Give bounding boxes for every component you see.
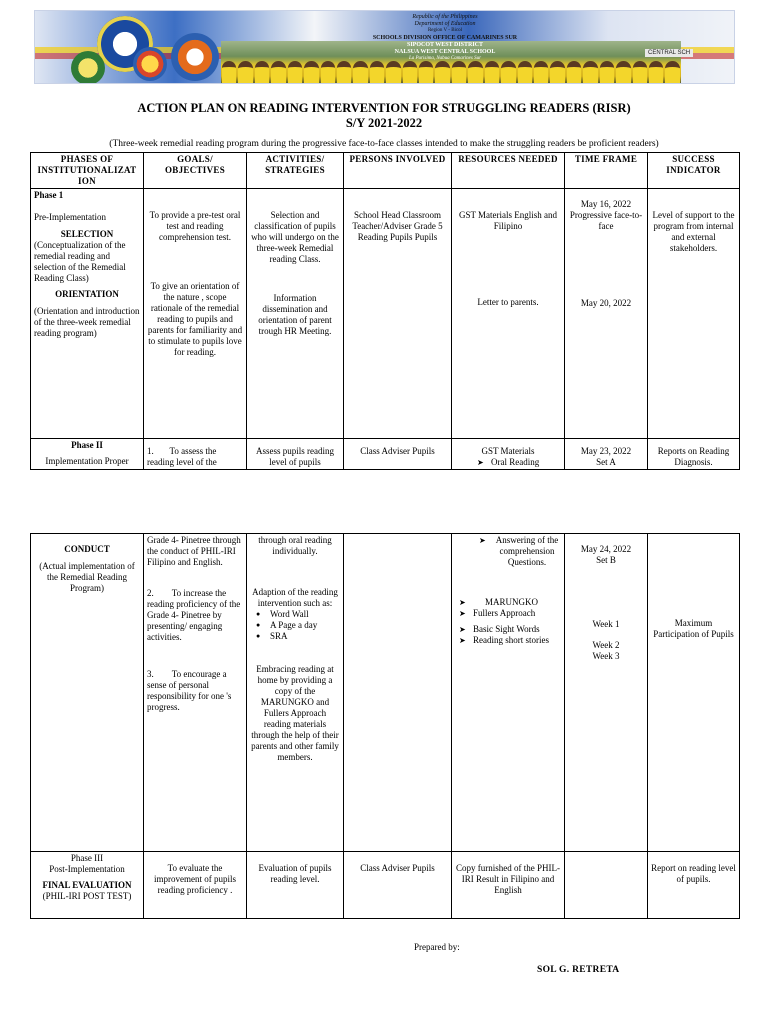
header-banner (34, 10, 735, 84)
activity-item-sra: ● SRA (256, 631, 340, 642)
goal-3-number: 3. (147, 669, 154, 679)
banner-line-3: Region V - Bicol (427, 28, 463, 33)
activity-1-continued: through oral reading individually. (258, 535, 332, 556)
header-goals: GOALS/ OBJECTIVES (144, 153, 247, 189)
phase-1-time-1-mode: Progressive face-to-face (569, 210, 643, 231)
phase-3-goal: To evaluate the improvement of pupils reading proficiency . (154, 863, 236, 895)
table-row-phase-3 (31, 852, 740, 919)
final-evaluation-description: (PHIL-IRI POST TEST) (42, 891, 132, 901)
banner-line-6: NALSUA WEST CENTRAL SCHOOL (394, 49, 496, 55)
table-row-conduct (31, 534, 740, 852)
table-row-phase-2 (31, 439, 740, 470)
conduct-time-set: Set B (596, 555, 616, 565)
district-seal-icon (71, 51, 105, 84)
goal-1-continued: Grade 4- Pinetree through the conduct of PHIL-IRI Filipino and English. (147, 535, 241, 567)
banner-line-2: Department of Education (414, 21, 476, 27)
banner-line-5: SIPOCOT WEST DISTRICT (406, 42, 484, 48)
phase-1-resource-1: GST Materials English and Filipino (458, 210, 558, 231)
document-title: ACTION PLAN ON READING INTERVENTION FOR STRUGGLING READERS (RISR) (137, 101, 631, 115)
banner-school-sign: CENTRAL SCH (645, 49, 693, 57)
phase-1-activity-2: Information dissemination and orientation of parent trough HR Meeting. (258, 293, 332, 336)
week-2: Week 2 (592, 640, 620, 650)
phase-2-persons: Class Adviser Pupils (360, 446, 435, 456)
week-1: Week 1 (592, 619, 620, 629)
program-note: (Three-week remedial reading program during the progressive face-to-face classes intended to make the struggling readers be proficient readers) (109, 139, 659, 149)
selection-heading: SELECTION (60, 229, 114, 239)
action-plan-table-part-2 (30, 533, 740, 919)
header-resources: RESOURCES NEEDED (452, 153, 565, 189)
phase-1-activity-1: Selection and classification of pupils who will undergo on the three-week Remedial reading Class. (251, 210, 339, 264)
phase-1-time-1: May 16, 2022 (580, 199, 632, 209)
conduct-description: (Actual implementation of the Remedial Reading Program) (39, 561, 135, 593)
orientation-description: (Orientation and introduction of the three-week remedial reading program) (34, 306, 140, 338)
header-time-frame: TIME FRAME (565, 153, 648, 189)
activity-item-word-wall: ● Word Wall (256, 609, 340, 620)
table-row-phase-1 (31, 189, 740, 439)
school-seal-icon (133, 47, 167, 81)
phase-1-success: Level of support to the program from internal and external stakeholders. (652, 210, 735, 253)
banner-line-1: Republic of the Philippines (412, 14, 478, 20)
conduct-success: Maximum Participation of Pupils (653, 618, 734, 639)
resource-basic-sight-words: ➤ Basic Sight Words (455, 624, 561, 635)
resource-fullers-approach: ➤ Fullers Approach (455, 608, 561, 619)
banner-crowd (221, 61, 681, 84)
phase-1-goal-2: To give an orientation of the nature , scope rationale of the remedial reading to pupils and parents for familiarity and to stimulate to pupils love for reading. (147, 281, 243, 357)
activity-2-intro: Adaption of the reading intervention such as: (252, 587, 338, 608)
goal-2-number: 2. (147, 588, 154, 598)
goal-3: To encourage a sense of personal responsibility for one 's progress. (147, 669, 232, 712)
selection-description: (Conceptualization of the remedial reading and selection of the Remedial Reading Class) (34, 240, 126, 283)
phase-3-success: Report on reading level of pupils. (651, 863, 736, 884)
program-seal-icon (171, 33, 219, 81)
final-evaluation-heading: FINAL EVALUATION (42, 880, 132, 890)
phase-3-resource: Copy furnished of the PHIL-IRI Result in Filipino and English (456, 863, 560, 895)
phase-2-success: Reports on Reading Diagnosis. (657, 446, 730, 467)
post-implementation-label: Post-Implementation (49, 864, 125, 874)
header-persons: PERSONS INVOLVED (344, 153, 452, 189)
signer-name: SOL G. RETRETA (537, 965, 620, 975)
phase-2-resource-item: ➤ Oral Reading (473, 457, 561, 468)
resource-marungko: ➤ MARUNGKO (455, 597, 561, 608)
week-3: Week 3 (592, 651, 620, 661)
phase-1-resource-2: Letter to parents. (477, 297, 539, 307)
phase-2-time-set: Set A (596, 457, 616, 467)
conduct-time-date: May 24, 2022 (580, 544, 632, 554)
phase-2-activity: Assess pupils reading level of pupils (256, 446, 334, 467)
banner-line-4: SCHOOLS DIVISION OFFICE OF CAMARINES SUR (372, 35, 518, 41)
header-success: SUCCESS INDICATOR (648, 153, 740, 189)
phase-2-label: Phase II (71, 440, 103, 450)
resource-reading-short-stories: ➤ Reading short stories (455, 635, 561, 646)
pre-implementation-label: Pre-Implementation (34, 212, 106, 222)
phase-1-goal-1: To provide a pre-test oral test and reading comprehension test. (149, 210, 241, 242)
table-header-row (31, 153, 740, 189)
phase-1-label: Phase 1 (34, 190, 64, 200)
header-activities: ACTIVITIES/ STRATEGIES (247, 153, 344, 189)
orientation-heading: ORIENTATION (55, 289, 119, 299)
prepared-by-label: Prepared by: (414, 942, 460, 952)
conduct-heading: CONDUCT (64, 544, 110, 554)
header-phases: PHASES OF INSTITUTIONALIZAT ION (31, 153, 144, 189)
phase-1-persons: School Head Classroom Teacher/Adviser Grade 5 Reading Pupils Pupils (352, 210, 443, 242)
phase-2-goal-1-number: 1. (147, 446, 154, 456)
phase-3-activity: Evaluation of pupils reading level. (258, 863, 332, 884)
phase-2-goal-1: To assess the reading level of the (147, 446, 217, 467)
goal-2: To increase the reading proficiency of the Grade 4- Pinetree by presenting/ engaging activities. (147, 588, 241, 642)
implementation-label: Implementation Proper (45, 456, 129, 466)
school-year: S/Y 2021-2022 (345, 116, 423, 130)
phase-3-persons: Class Adviser Pupils (360, 863, 435, 873)
banner-line-7: La Purisima, Nabua Camarines Sur (408, 56, 482, 61)
phase-2-time-date: May 23, 2022 (580, 446, 632, 456)
phase-3-label: Phase III (70, 853, 104, 863)
activity-3: Embracing reading at home by providing a copy of the MARUNGKO and Fullers Approach reading materials through the help of their parents and other family members. (251, 664, 339, 762)
phase-2-resource-title: GST Materials (481, 446, 535, 456)
action-plan-table-part-1 (30, 152, 740, 470)
resource-comprehension: ➤ Answering of the comprehension Questions. (475, 535, 561, 568)
activity-item-page-a-day: ● A Page a day (256, 620, 340, 631)
phase-1-time-2: May 20, 2022 (580, 298, 632, 308)
